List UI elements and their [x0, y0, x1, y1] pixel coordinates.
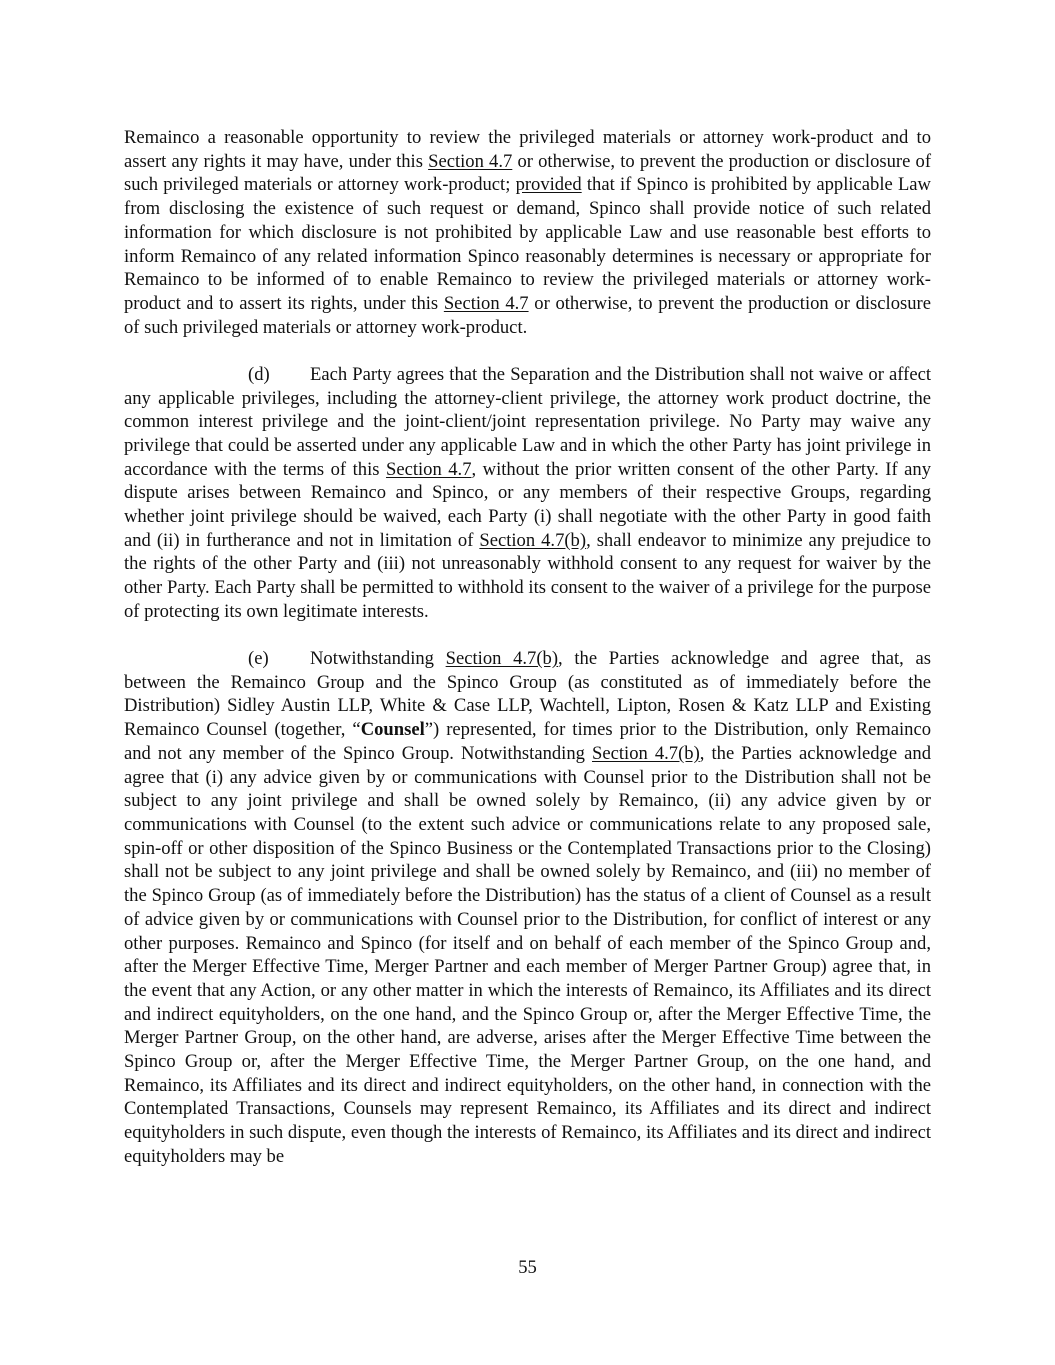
paragraph-label: (e): [248, 648, 269, 670]
paragraph-continuation: [124, 126, 931, 339]
paragraph-e: [124, 647, 931, 1168]
page-number: 55: [518, 1257, 537, 1278]
text-run: , without the prior written consent of the other Party. If any dispute arises between Remainco and Spinco, or any members of their respective Groups, regarding whether joint privilege should be waived, each Party (i) shall negotiate with the other Party in good faith and (ii) in furtherance and not in limitation of: [124, 458, 932, 551]
section-reference: Section 4.7: [385, 458, 472, 480]
section-reference: Section 4.7: [428, 150, 513, 172]
text-run: or otherwise, to prevent the production or disclosure of such privileged materials or attorney work-product;: [124, 150, 932, 196]
section-reference: Section 4.7(b): [445, 648, 559, 670]
text-run: Notwithstanding: [310, 648, 446, 670]
document-body: [124, 126, 931, 1192]
text-run: or otherwise, to prevent the production or disclosure of such privileged materials or attorney work-product.: [124, 292, 931, 338]
text-run: , the Parties acknowledge and agree that (i) any advice given by or communications with Counsel prior to the Distribution shall not be subject to any joint privilege and shall be owned solely by Remainco, (ii) any advice given by or communications with Counsel (to the extent such advice or communications relate to any proposed sale, spin-off or other disposition of the Spinco Business or the Contemplated Transactions prior to the Closing) shall not be subject to any joint privilege and shall be owned solely by Remainco, and (iii) no member of the Spinco Group (as of immediately before the Distribution) has the status of a client of Counsel as a result of advice given by or communications with Counsel prior to the Distribution, for conflict of interest or any other purposes. Remainco and Spinco (for itself and on behalf of each member of the Spinco Group and, after the Merger Effective Time, Merger Partner and each member of Merger Partner Group) agree that, in the event that any Action, or any other matter in which the interests of Remainco, its Affiliates and its direct and indirect equityholders, on the one hand, and the Spinco Group or, after the Merger Effective Time, the Merger Partner Group, on the other hand, are adverse, arises after the Merger Effective Time between the Spinco Group or, after the Merger Effective Time, the Merger Partner Group, on the one hand, and Remainco, its Affiliates and its direct and indirect equityholders, on the other hand, in connection with the Contemplated Transactions, Counsels may represent Remainco, its Affiliates and its direct and indirect equityholders in such dispute, even though the interests of Remainco, its Affiliates and its direct and indirect equityholders may be: [124, 742, 932, 1167]
text-run: that if Spinco is prohibited by applicable Law from disclosing the existence of such request or demand, Spinco shall provide notice of such related information for which disclosure is not prohibited by applicable Law and use reasonable best efforts to inform Remainco of any related information Spinco reasonably determines is necessary or appropriate for Remainco to be informed of to enable Remainco to review the privileged materials or attorney work-product and to assert its rights, under this: [124, 174, 931, 314]
paragraph-d: [124, 363, 931, 624]
section-reference: Section 4.7: [443, 292, 529, 314]
text-run: Remainco a reasonable opportunity to review the privileged materials or attorney work-product and to assert any rights it may have, under this: [124, 127, 931, 172]
defined-term: Counsel: [360, 719, 425, 741]
text-run: , the Parties acknowledge and agree that, as between the Remainco Group and the Spinco Group (as constituted as of immediately before the Distribution) Sidley Austin LLP, White & Case LLP, Wachtell, Lipton, Rosen & Katz LLP and Existing Remainco Counsel (together, “: [124, 648, 931, 741]
provided-term: provided: [515, 174, 582, 196]
section-reference: Section 4.7(b): [592, 742, 700, 764]
text-run: Each Party agrees that the Separation and the Distribution shall not waive or affect any applicable privileges, including the attorney-client privilege, the attorney work product doctrine, the common interest privilege and the joint-client/joint representation privilege. No Party may waive any privilege that could be asserted under any applicable Law and in which the other Party has joint privilege in accordance with the terms of this: [124, 363, 931, 480]
text-run: , shall endeavor to minimize any prejudice to the rights of the other Party and (iii) not unreasonably withhold consent to any request for waiver by the other Party. Each Party shall be permitted to withhold its consent to the waiver of a privilege for the purpose of protecting its own legitimate interests.: [124, 529, 932, 622]
section-reference: Section 4.7(b): [479, 529, 587, 551]
paragraph-label: (d): [248, 363, 270, 385]
text-run: ”) represented, for times prior to the Distribution, only Remainco and not any member of the Spinco Group. Notwithstanding: [124, 719, 931, 764]
